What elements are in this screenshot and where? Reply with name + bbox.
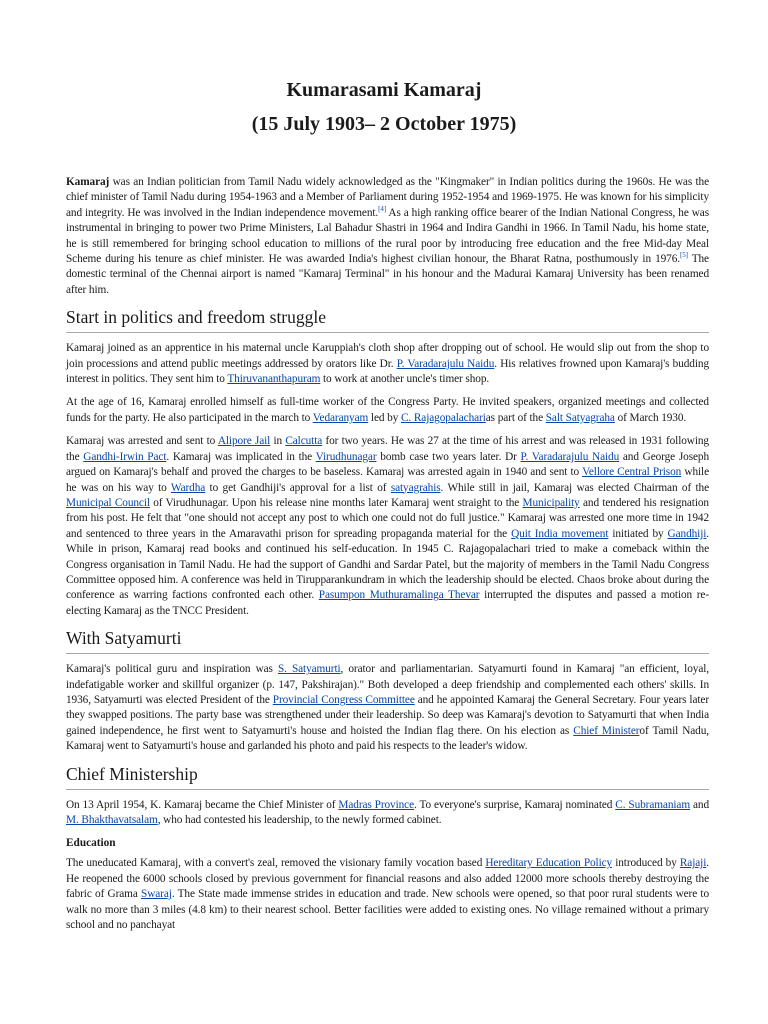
section-heading-chief-ministership: Chief Ministership	[66, 763, 709, 790]
link-vellore-central-prison[interactable]: Vellore Central Prison	[582, 466, 682, 479]
text: for two years. He was 27 at the time of his arrest and was released in 1931 following the	[66, 435, 709, 463]
text: Kamaraj joined as an apprentice in his maternal uncle Karuppiah's cloth shop after dropping out of school. He would slip out from the shop to join processions and attend public meetings addressed by orators like Dr.	[66, 342, 709, 370]
article-body	[66, 175, 709, 941]
text: introduced by	[612, 857, 680, 870]
text: while he was on his way to	[66, 466, 709, 494]
text: was an Indian politician from Tamil Nadu widely acknowledged as the "Kingmaker" in Indian politics during the 1960s. He was the chief minister of Tamil Nadu during 1954-1963 and a Member of Parliament during 1952-1954 and 1969-1975. He was known for his simplicity and integrity. He was involved in the Indian independence movement.	[66, 176, 709, 219]
subsection-heading-education: Education	[66, 837, 116, 850]
text: bomb case two years later. Dr	[376, 450, 521, 463]
chief-paragraph-1	[66, 798, 709, 829]
text: interrupted the disputes and passed a motion re-electing Kamaraj as the TNCC President.	[66, 589, 709, 617]
politics-paragraph-3	[66, 434, 709, 619]
link-muthuramalinga-thevar[interactable]: Pasumpon Muthuramalinga Thevar	[318, 589, 480, 602]
text: . Kamaraj was implicated in the	[166, 450, 316, 463]
link-provincial-congress-committee[interactable]: Provincial Congress Committee	[272, 693, 415, 706]
link-bhakthavatsalam[interactable]: M. Bhakthavatsalam	[66, 814, 158, 826]
page-title: Kumarasami Kamaraj	[286, 79, 482, 101]
citation-4[interactable]: [4]	[378, 205, 387, 214]
text: in	[270, 435, 286, 448]
text: . He reopened the 6000 schools closed by previous government for financial reasons and also added 12000 more schools thereby destroying the fabric of Grama	[66, 857, 709, 901]
link-varadarajulu-naidu[interactable]: P. Varadarajulu Naidu	[396, 357, 495, 370]
satyamurti-paragraph	[66, 662, 709, 754]
link-gandhiji[interactable]: Gandhiji	[667, 527, 707, 540]
title-block	[0, 78, 768, 136]
text: of Virudhunagar. Upon his release nine months later Kamaraj went straight to the	[149, 496, 523, 509]
link-satyamurti[interactable]: S. Satyamurti	[277, 663, 341, 676]
text: As a high ranking office bearer of the Indian National Congress, he was instrumental in bringing to power two Prime Ministers, Lal Bahadur Shastri in 1964 and Indira Gandhi in 1966. In Tamil Nadu, his home state, he is still remembered for bringing school education to millions of the rural poor by introducing free education and the free Mid-day Meal Scheme during his tenure as chief minister. He was awarded India's highest civilian honour, the Bharat Ratna, posthumously in 1976.	[66, 206, 709, 266]
text: . His relatives frowned upon Kamaraj's budding interest in politics. They sent him to	[66, 357, 709, 386]
link-swaraj[interactable]: Swaraj	[141, 888, 172, 901]
text: , who had contested his leadership, to the newly formed cabinet.	[157, 814, 442, 826]
text: . To everyone's surprise, Kamaraj nominated	[414, 798, 616, 811]
text: The domestic terminal of the Chennai airport is named "Kamaraj Terminal" in his honour and the Madurai Kamaraj University has been renamed after him.	[66, 253, 709, 296]
link-rajagopalachari[interactable]: C. Rajagopalachari	[400, 411, 486, 424]
link-chief-minister[interactable]: Chief Minister	[573, 724, 640, 737]
text: as part of the	[485, 411, 546, 424]
education-paragraph	[66, 856, 709, 933]
text: and he appointed Kamaraj the General Secretary. Four years later they swapped positions. The party base was strengthened under their leadership. So deep was Kamaraj's devotion to Satyamurti that when India gained independence, he first went to Satyamurti's house and hoisted the Indian flag there. On his election as	[66, 693, 710, 737]
link-subramaniam[interactable]: C. Subramaniam	[615, 798, 691, 811]
text: and tendered his resignation from his post. He felt that "one should not accept any post to which one could not do full justice." Kamaraj was arrested one more time in 1942 and sentenced to three years in the Amaravathi prison for spreading propaganda material for the	[66, 496, 709, 540]
subject-name: Kamaraj	[66, 176, 110, 188]
text: On 13 April 1954, K. Kamaraj became the Chief Minister of	[66, 798, 339, 811]
text: . While still in jail, Kamaraj was elected Chairman of the	[440, 481, 709, 494]
text: . The State made immense strides in education and trade. New schools were opened, so that poor rural students were to walk no more than 3 miles (4.8 km) to their nearest school. Better facilities were added to existing ones. No village remained without a primary school and no panchayat	[66, 888, 709, 932]
text: led by	[368, 411, 401, 424]
link-satyagrahis[interactable]: satyagrahis	[390, 481, 441, 494]
link-thiruvananthapuram[interactable]: Thiruvananthapuram	[227, 373, 321, 386]
politics-paragraph-1	[66, 341, 709, 387]
link-alipore-jail[interactable]: Alipore Jail	[217, 435, 271, 448]
text: . While in prison, Kamaraj read books and continued his self-education. In 1945 C. Rajagopalachari tried to make a comeback within the Congress organisation in Tamil Nadu. He had the support of Gandhi and Sardar Patel, but the majority of members in the Tamil Nadu Congress Committee opposed him. A conference was held in Tirupparankundram in which the leadership should be elected. Chaos broke about during the conference as warring factions confronted each other.	[66, 527, 710, 602]
text: of March 1930.	[614, 411, 687, 424]
text: initiated by	[608, 527, 668, 540]
text: to work at another uncle's timer shop.	[320, 373, 490, 386]
link-madras-province[interactable]: Madras Province	[338, 798, 415, 811]
text: of Tamil Nadu, Kamaraj went to Satyamurti's house and garlanded his photo and paid his respects to the leader's widow.	[66, 724, 709, 753]
section-heading-satyamurti: With Satyamurti	[66, 627, 709, 654]
text: to get Gandhiji's approval for a list of	[205, 481, 391, 494]
text: Kamaraj was arrested and sent to	[66, 435, 218, 448]
link-hereditary-education-policy[interactable]: Hereditary Education Policy	[485, 857, 613, 870]
link-vedaranyam[interactable]: Vedaranyam	[312, 411, 369, 424]
link-municipal-council[interactable]: Municipal Council	[66, 496, 150, 509]
text: and	[690, 798, 710, 811]
link-salt-satyagraha[interactable]: Salt Satyagraha	[545, 411, 615, 424]
politics-paragraph-2	[66, 395, 709, 426]
citation-5[interactable]: [5]	[679, 251, 688, 260]
link-rajaji[interactable]: Rajaji	[679, 857, 707, 870]
text: Kamaraj's political guru and inspiration was	[66, 663, 278, 676]
link-wardha[interactable]: Wardha	[170, 481, 206, 494]
text: , orator and parliamentarian. Satyamurti found in Kamaraj "an efficient, loyal, indefatigable worker and skillful organizer (p. 147, Pakshirajan)." Both developed a deep friendship and complemented each others' skills. In 1936, Satyamurti was elected President of the	[66, 663, 709, 706]
link-gandhi-irwin-pact[interactable]: Gandhi-Irwin Pact	[83, 450, 167, 463]
link-quit-india-movement[interactable]: Quit India movement	[511, 527, 609, 540]
intro-paragraph	[66, 175, 709, 298]
link-municipality[interactable]: Municipality	[522, 496, 580, 509]
text: The uneducated Kamaraj, with a convert's zeal, removed the visionary family vocation based	[66, 857, 486, 870]
link-varadarajulu-naidu-2[interactable]: P. Varadarajulu Naidu	[520, 450, 620, 463]
page-dates: (15 July 1903– 2 October 1975)	[251, 113, 517, 135]
link-calcutta[interactable]: Calcutta	[285, 435, 323, 448]
link-virudhunagar[interactable]: Virudhunagar	[315, 450, 377, 463]
text: and George Joseph argued on Kamaraj's behalf and proved the charges to be baseless. Kamaraj was arrested again in 1940 and sent to	[66, 450, 709, 479]
section-heading-politics: Start in politics and freedom struggle	[66, 306, 709, 333]
text: At the age of 16, Kamaraj enrolled himself as full-time worker of the Congress Party. He invited speakers, organized meetings and collected funds for the party. He also participated in the march to	[66, 396, 709, 424]
